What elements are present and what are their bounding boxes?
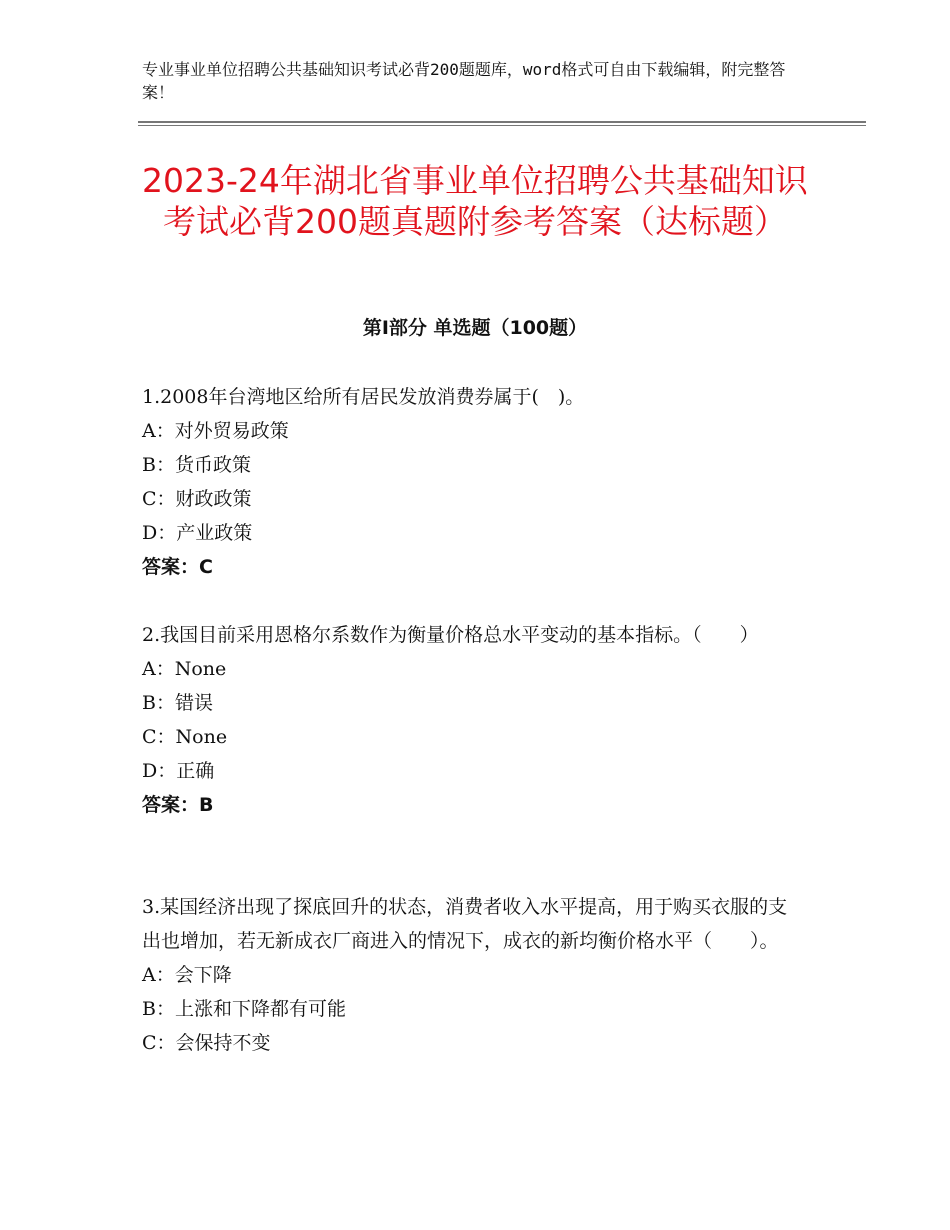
option-a: A：None — [142, 658, 227, 680]
option-c: C：会保持不变 — [142, 1032, 271, 1054]
question-stem: 2.我国目前采用恩格尔系数作为衡量价格总水平变动的基本指标。（ ） — [142, 624, 759, 646]
option-a: A：对外贸易政策 — [142, 420, 289, 442]
header-rule-thin — [138, 125, 866, 126]
option-c: C：None — [142, 726, 228, 748]
option-d: D：产业政策 — [142, 522, 253, 544]
answer: 答案：B — [142, 794, 214, 816]
question-stem: 1.2008年台湾地区给所有居民发放消费券属于( )。 — [142, 386, 585, 408]
question-3 — [142, 890, 802, 1060]
question-1 — [142, 380, 802, 584]
question-2 — [142, 618, 802, 822]
document-title: 2023-24年湖北省事业单位招聘公共基础知识考试必背200题真题附参考答案（达标题） — [142, 161, 808, 241]
option-a: A：会下降 — [142, 964, 232, 986]
option-c: C：财政政策 — [142, 488, 252, 510]
question-stem: 3.某国经济出现了探底回升的状态，消费者收入水平提高，用于购买衣服的支出也增加，若无新成衣厂商进入的情况下，成衣的新均衡价格水平（ ）。 — [142, 896, 788, 952]
option-d: D：正确 — [142, 760, 215, 782]
answer: 答案：C — [142, 556, 213, 578]
option-b: B：错误 — [142, 692, 213, 714]
option-b: B：货币政策 — [142, 454, 251, 476]
section-title: 第Ⅰ部分 单选题（100题） — [362, 317, 588, 339]
header-rule — [138, 121, 866, 123]
header-note: 专业事业单位招聘公共基础知识考试必背200题题库，word格式可自由下载编辑，附完整答案！ — [142, 60, 786, 102]
option-b: B：上涨和下降都有可能 — [142, 998, 346, 1020]
